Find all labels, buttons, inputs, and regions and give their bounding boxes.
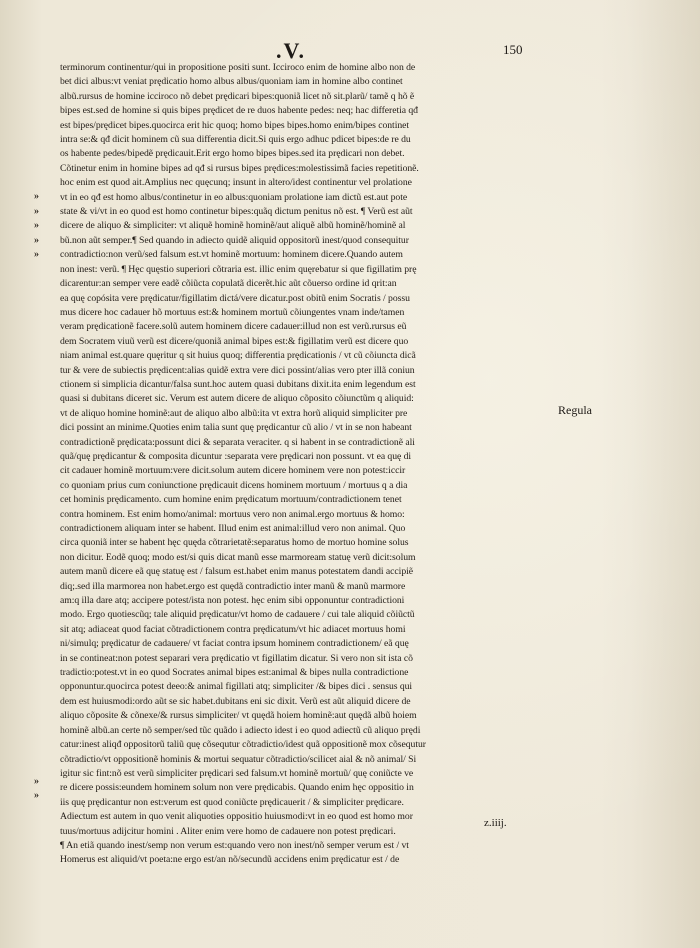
text-line: modo. Ergo quotiescũq; tale aliquid prędicatur/vt homo de cadauere / cui tale aliquid cõiũctũ [60,609,415,621]
text-line: opponuntur.quocirca potest deeo:& animal figillati atq; simpliciter /& bipes dici . sensus qui [60,681,413,693]
text-line: contra hominem. Est enim homo/animal: mortuus vero non animal.ergo mortuus & homo: [60,508,405,520]
signature-mark: z.iiij. [484,817,507,829]
text-line: quasi si dubitans diceret sic. Verum est autem dicere de aliquo cõposito cõiunctũm q aliquid: [60,393,414,405]
text-line: contradictio:non verũ/sed falsum est.vt hominẽ mortuum: hominem dicere.Quando autem [60,249,403,261]
text-line: in se contineat:non potest separari vera prędicatio vt figillatim dicatur. Si vero non sit ista cõ [60,652,413,664]
text-line: iis quę prędicantur non est:verum est quod coniũcte prędicauerit / & simpliciter prędicare. [60,796,404,808]
text-line: ctionem si simplicia dicantur/falsa sunt.hoc autem quasi dubitans dixit.ita enim legendum est [60,378,416,390]
margin-mark: » [34,235,39,246]
text-line: co quoniam prius cum coniunctione prędicauit dicens hominem mortuum / mortuus q a dia [60,479,408,491]
text-line: autem manũ dicere eã quę statuę est / falsum est.habet enim manus potestatem dandi accipiẽ [60,566,414,578]
margin-mark: » [34,790,39,801]
text-line: am:q illa dare atq; accipere potest/ista non potest. hęc enim sibi opponuntur contradictioni [60,595,405,607]
text-line: tur & vere de subiectis prędicent:alias quidẽ extra vere dici possint/alias vero pter illã coniun [60,364,415,376]
text-line: igitur sic fint:nõ est verũ simpliciter prędicari sed falsum.vt hominẽ mortuũ/ quę coniũcte ve [60,767,414,779]
text-line: tradictio:potest.vt in eo quod Socrates animal bipes est:animal & bipes nulla contradictione [60,667,409,679]
text-line: aliquo cõposite & cõnexe/& rursus simpliciter/ vt quędã hoiem hominẽ:aut quędã albũ hoiem [60,710,417,722]
paper-shading [600,0,700,948]
margin-mark: » [34,206,39,217]
text-line: hominẽ albũ.an certe nõ semper/sed tũc quãdo i adiecto idest i eo quod adiectũ cũ aliquo prędi [60,724,421,736]
text-line: contradictionem aliquam inter se habent. Illud enim est animal:illud vero non animal. Quo [60,523,406,534]
text-line: Cõtinetur enim in homine bipes ad qđ si rursus bipes prędices:molestissimã facies repetitionẽ. [60,162,419,174]
text-line: dicere de aliquo & simpliciter: vt aliquẽ hominẽ hominẽ/aut aliquẽ albũ hominẽ/hominẽ al [60,220,406,232]
text-line: os habente pedes/bipedẽ prędicauit.Erit ergo homo bipes bipes.sed ita prędicari non debet. [60,148,405,160]
text-line: state & vi/vt in eo quod est homo continetur bipes:quãq dictum penitus nõ est. ¶ Verũ est aũt [60,206,413,218]
text-line: dem est huiusmodi:ordo aũt se sic habet.dubitans eni sic dixit. Verũ est aũt aliquid dicere de [60,695,411,707]
text-line: ni/simulq; prędicatur de cadauere/ vt faciat contra ipsum hominem contradictionem/ eã quę [60,638,409,650]
text-line: intra se:& qđ dicit hominem cũ sua differentia dicit.Si quis ergo adhuc pdicet bipes:de re du [60,134,411,146]
body-text [60,61,550,868]
margin-note: Regula [558,403,592,417]
margin-mark: » [34,220,39,231]
text-line: vt de aliquo homine hominẽ:aut de aliquo albo albũ:ita vt extra horũ aliquid simpliciter pre [60,407,408,419]
text-line: hoc enim est quod ait.Amplius nec quęcunq; insunt in altero/idest continentur vel prolatione [60,177,412,189]
margin-mark: » [34,191,39,202]
text-line: re dicere possis:eundem hominem solum non vere prędicabis. Quando enim hęc oppositio in [60,782,414,794]
text-line: tuus/mortuus adijcitur homini . Aliter enim vere homo de cadauere non potest prędicari. [60,825,396,837]
text-line: Homerus est aliquid/vt poeta:ne ergo est/an nõ/secundũ accidens enim prędicatur est / de [60,854,400,866]
text-line: sit atq; adiaceat quod faciat cõtradictionem contra prędicatum/vt hic adiacet mortuus homi [60,623,406,635]
text-line: circa quoniã inter se habent hęc quęda cõtrarietatẽ:separatus homo de mortuo homine solus [60,537,409,549]
text-line: dici possint an minime.Quoties enim talia sunt quę prędicantur cũ alio / vt in se non habeant [60,422,412,434]
text-line: veram prędicationẽ facere.solũ autem hominem dicere cadauer:illud non est verũ.rursus eũ [60,321,407,333]
text-line: mus dicere hoc cadauer hõ mortuus est:& hominem mortuũ cõiungentes vnam inde/tamen [60,306,405,318]
text-line: ea quę copósita vere prędicatur/figillatim dictá/vere dicatur.post obitũ enim Socratis / possu [60,292,410,304]
text-line: cõtradictio/vt oppositionẽ hominis & mortui sequatur cõtradictio/scilicet aial & nõ animal/ Si [60,753,417,765]
text-line: albũ.rursus de homine icciroco nõ debet prędicari bipes:quoniã licet nõ sit.plarũ/ tamẽ q hõ ẽ [60,90,415,102]
page-number: 150 [503,42,523,57]
margin-mark: » [34,776,39,787]
text-line: diq;.sed illa marmorea non habet.ergo est quędã contradictio inter manũ & manũ marmore [60,580,406,592]
text-line: bipes est.sed de homine si quis bipes prędicet de re duos habente pedes: neq; hac differetia qđ [60,105,418,117]
text-line: contradictionẽ prędicata:possunt dici & separata veraciter. q si habent in se contradictionẽ ali [60,436,415,448]
text-line: cit cadauer hominẽ mortuum:vere dicit.solum autem dicere hominem vere non potest:iccir [60,465,406,477]
text-line: bũ.non aũt semper.¶ Sed quando in adiecto quidẽ aliquid oppositorũ inest/quod consequitur [60,234,409,246]
text-line: terminorum continentur/qui in propositione positi sunt. Icciroco enim de homine albo non de [60,62,416,73]
text-line: cet hominis prędicamento. cum homine enim prędicatum mortuum/contradictionem tenet [60,494,402,506]
margin-mark: » [34,249,39,260]
section-heading: .V. [276,38,307,63]
text-line: catur:inest aliqđ oppositorũ taliũ quę cõsequtur cõtradictio/idest quã oppositionẽ mox cõsequtur [60,739,426,751]
text-line: niam animal est.quare quęritur q sit huius quoq; differentia prędicationis / vt cũ cõiuncta dicã [60,350,416,362]
page-header [0,30,700,64]
text-line: Adiectum est autem in quo venit aliquoties oppositio huiusmodi:vt in eo quod est homo mor [60,811,413,823]
text-line: bet dici albus:vt veniat prędicatio homo albus albus/quoniam iam in homine albo continet [60,76,403,88]
text-line: dem Socratem viuũ verũ est dicere/quoniã animal bipes est:& figillatim verũ est dicere quo [60,335,409,347]
text-line: non inest: verũ. ¶ Hęc quęstio superiori cõtraria est. illic enim quęrebatur si que figillatim prę [60,263,417,275]
text-line: ¶ An etiã quando inest/semp non verum est:quando vero non inest/nõ semper verum est / vt [60,839,409,851]
text-line: non dicitur. Eodẽ quoq; modo est/si quis dicat manũ esse marmoream statuę verũ dicit:solum [60,551,416,563]
text-line: vt in eo qđ est homo albus/continetur in eo albus:quoniam prolatione iam dictũ est.aut pote [60,191,408,203]
text-line: dicarentur:an semper vere eadẽ cõiũcta copulatã dicerẽt.hic aũt cõuerso ordine id qrit:an [60,278,397,290]
text-line: quã/quę prędicantur & composita dicuntur :separata vere prędicari non possunt. vt ea quę di [60,450,412,462]
text-line: est bipes/prędicet bipes.quocirca erit hic quoq; homo bipes bipes.homo enim/bipes continet [60,119,410,131]
